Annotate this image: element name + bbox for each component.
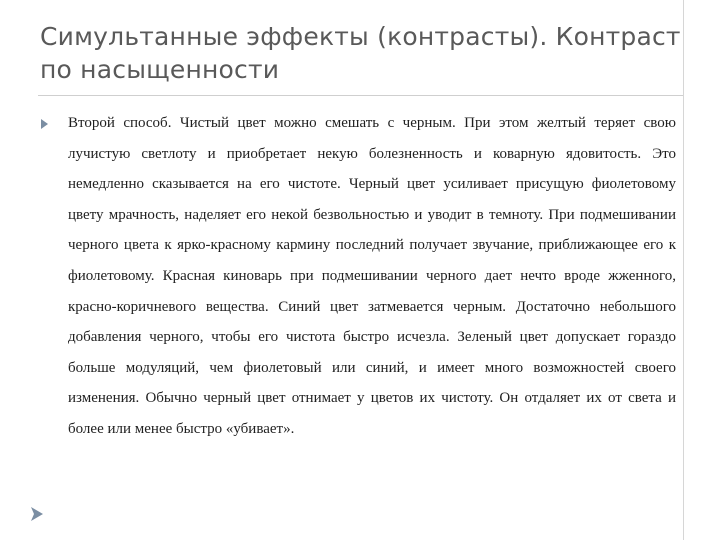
triangle-bullet-icon (41, 119, 48, 129)
right-border-line (683, 0, 684, 540)
title-divider (38, 95, 683, 96)
slide-title: Симультанные эффекты (контрасты). Контраст по насыщенности (40, 22, 681, 84)
next-arrow-icon[interactable] (28, 505, 46, 523)
slide-body-text: Второй способ. Чистый цвет можно смешать с черным. При этом желтый теряет свою лучистую светлоту и приобретает некую болезненность и коварную ядовитость. Это немедленно сказывается на его чистоте. Черный цвет усиливает присущую фиолетовому цвету мрачность, наделяет его некой безвольностью и уводит в темноту. При подмешивании черного цвета к ярко-красному кармину последний получает звучание, приближающее его к фиолетовому. Красная киноварь при подмешивании черного дает нечто вроде жженного, красно-коричневого вещества. Синий цвет затмевается черным. Достаточно небольшого добавления черного, чтобы его чистота быстро исчезла. Зеленый цвет допускает гораздо больше модуляций, чем фиолетовый или синий, и имеет много возможностей своего изменения. Обычно черный цвет отнимает у цветов их чистоту. Он отдаляет их от света и более или менее быстро «убивает». (68, 115, 676, 437)
